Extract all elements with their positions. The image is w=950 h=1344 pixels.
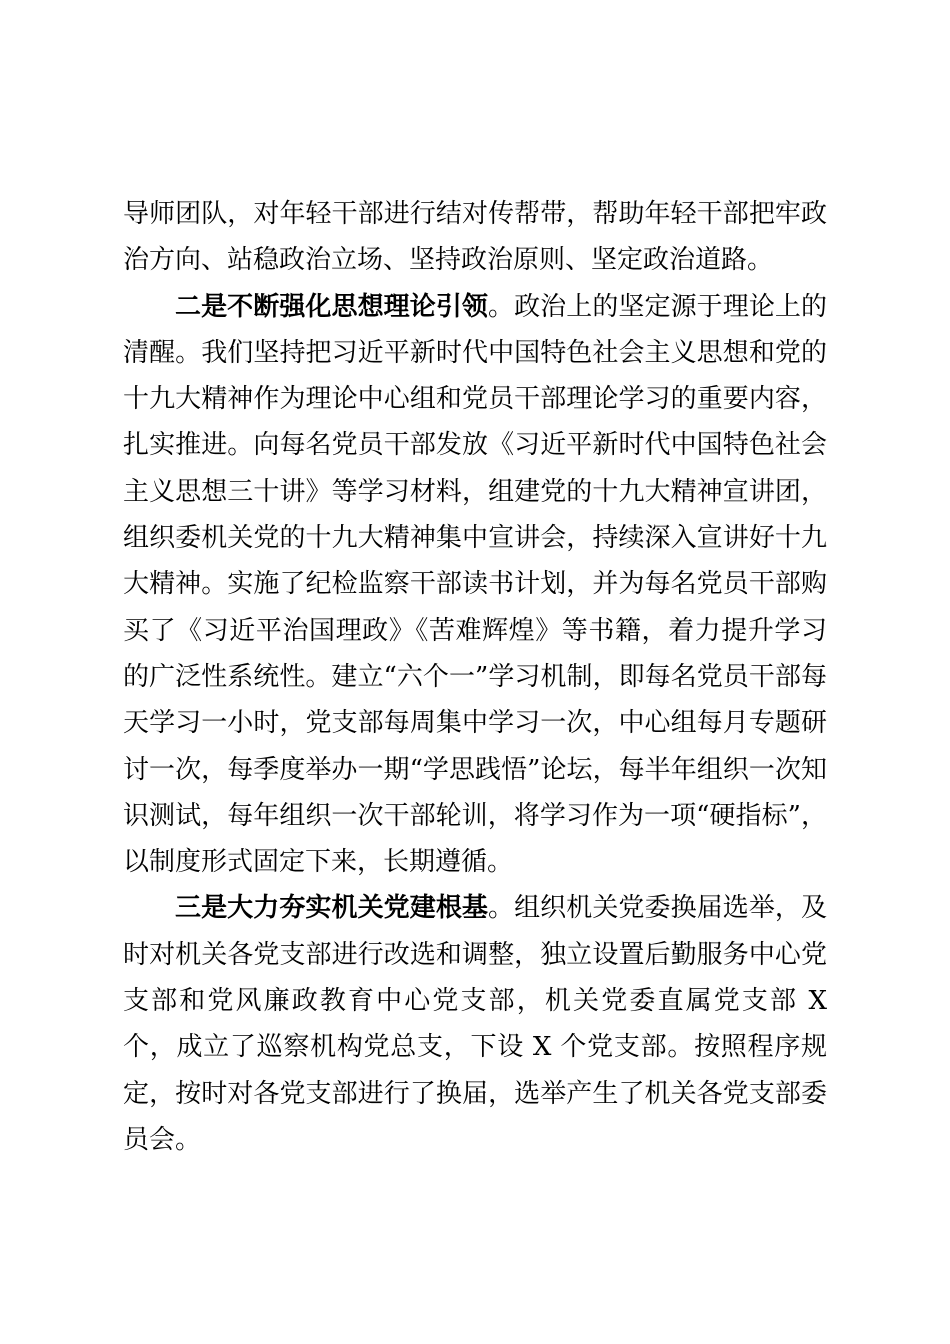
paragraph-lead: 二是不断强化思想理论引领: [175, 291, 488, 322]
paragraph-lead: 三是大力夯实机关党建根基: [175, 893, 488, 924]
paragraph-party-foundation: [123, 885, 827, 1163]
paragraph-theory-guidance: [123, 284, 827, 886]
paragraph-text: 导师团队，对年轻干部进行结对传帮带，帮助年轻干部把牢政治方向、站稳政治立场、坚持政治原则、坚定政治道路。: [123, 199, 827, 276]
paragraph-text: 。组织机关党委换届选举，及时对机关各党支部进行改选和调整，独立设置后勤服务中心党支部和党风廉政教育中心党支部，机关党委直属党支部 X 个，成立了巡察机构党总支，下设 X 个党支部。按照程序规定，按时对各党支部进行了换届，选举产生了机关各党支部委员会。: [123, 893, 827, 1155]
paragraph-continuation: [123, 191, 827, 284]
document-body: [123, 191, 827, 1163]
paragraph-text: 。政治上的坚定源于理论上的清醒。我们坚持把习近平新时代中国特色社会主义思想和党的十九大精神作为理论中心组和党员干部理论学习的重要内容，扎实推进。向每名党员干部发放《习近平新时代中国特色社会主义思想三十讲》等学习材料，组建党的十九大精神宣讲团，组织委机关党的十九大精神集中宣讲会，持续深入宣讲好十九大精神。实施了纪检监察干部读书计划，并为每名党员干部购买了《习近平治国理政》《苦难辉煌》等书籍，着力提升学习的广泛性系统性。建立“六个一”学习机制，即每名党员干部每天学习一小时，党支部每周集中学习一次，中心组每月专题研讨一次，每季度举办一期“学思践悟”论坛，每半年组织一次知识测试，每年组织一次干部轮训，将学习作为一项“硬指标”，以制度形式固定下来，长期遵循。: [123, 291, 827, 878]
